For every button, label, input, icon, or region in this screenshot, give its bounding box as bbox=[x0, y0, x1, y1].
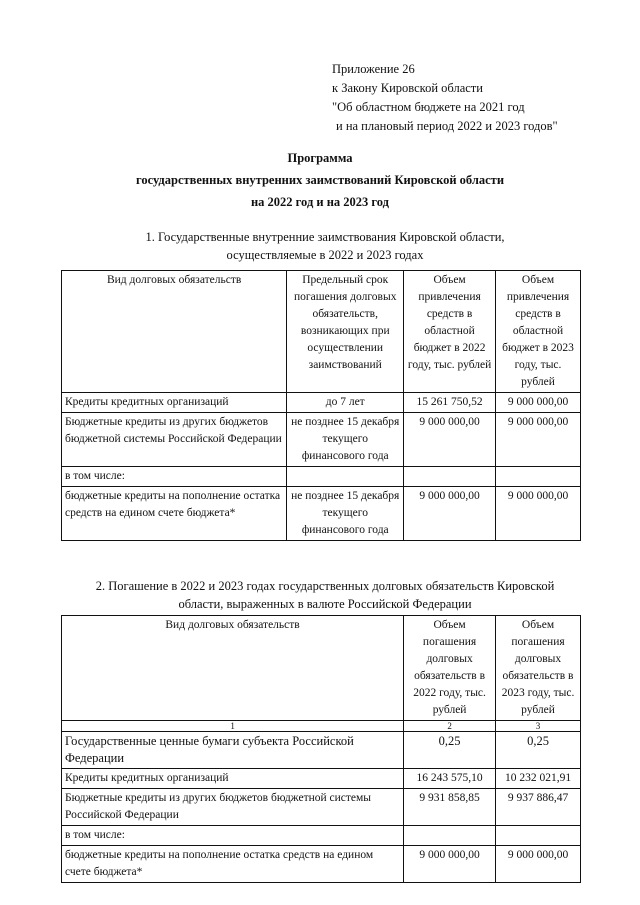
table-header-row bbox=[62, 271, 581, 393]
index-cell: 2 bbox=[404, 721, 496, 732]
row-value-2023 bbox=[496, 467, 581, 487]
header-cell: Вид долговых обязательств bbox=[62, 271, 287, 393]
section1-heading bbox=[60, 228, 590, 264]
row-value-2023: 0,25 bbox=[496, 732, 581, 769]
heading-line: 2. Погашение в 2022 и 2023 годах государственных долговых обязательств Кировской bbox=[95, 579, 555, 593]
appendix-line: к Закону Кировской области bbox=[332, 81, 483, 95]
row-term: не позднее 15 декабря текущего финансового года bbox=[287, 487, 404, 541]
row-value-2022: 15 261 750,52 bbox=[404, 393, 496, 413]
borrowings-table bbox=[61, 270, 581, 541]
row-name: Кредиты кредитных организаций bbox=[62, 393, 287, 413]
row-value-2023: 9 937 886,47 bbox=[496, 789, 581, 826]
appendix-block bbox=[332, 60, 558, 136]
table-row bbox=[62, 467, 581, 487]
header-cell: Объем погашения долговых обязательств в 2022 году, тыс. рублей bbox=[404, 616, 496, 721]
row-value-2023: 9 000 000,00 bbox=[496, 393, 581, 413]
header-cell: Объем привлечения средств в областной бюджет в 2023 году, тыс. рублей bbox=[496, 271, 581, 393]
row-value-2022: 0,25 bbox=[404, 732, 496, 769]
row-value-2023 bbox=[496, 826, 581, 846]
row-value-2023: 9 000 000,00 bbox=[496, 846, 581, 883]
table-row bbox=[62, 393, 581, 413]
row-name: Бюджетные кредиты из других бюджетов бюджетной системы Российской Федерации bbox=[62, 413, 287, 467]
row-value-2022: 9 931 858,85 bbox=[404, 789, 496, 826]
index-cell: 1 bbox=[62, 721, 404, 732]
row-value-2023: 10 232 021,91 bbox=[496, 769, 581, 789]
row-value-2022 bbox=[404, 826, 496, 846]
row-name: бюджетные кредиты на пополнение остатка средств на едином счете бюджета* bbox=[62, 846, 404, 883]
row-name: Государственные ценные бумаги субъекта Российской Федерации bbox=[62, 732, 404, 769]
heading-line: осуществляемые в 2022 и 2023 годах bbox=[226, 248, 424, 262]
header-cell: Предельный срок погашения долговых обязательств, возникающих при осуществлении заимствований bbox=[287, 271, 404, 393]
table-row bbox=[62, 826, 581, 846]
header-cell: Объем привлечения средств в областной бюджет в 2022 году, тыс. рублей bbox=[404, 271, 496, 393]
heading-line: области, выраженных в валюте Российской Федерации bbox=[178, 597, 472, 611]
row-value-2022 bbox=[404, 467, 496, 487]
row-value-2022: 16 243 575,10 bbox=[404, 769, 496, 789]
row-name: в том числе: bbox=[62, 467, 287, 487]
header-cell: Объем погашения долговых обязательств в 2023 году, тыс. рублей bbox=[496, 616, 581, 721]
table-row bbox=[62, 487, 581, 541]
repayment-table bbox=[61, 615, 581, 883]
appendix-line: и на плановый период 2022 и 2023 годов" bbox=[336, 119, 558, 133]
heading-line: 1. Государственные внутренние заимствования Кировской области, bbox=[145, 230, 505, 244]
header-cell: Вид долговых обязательств bbox=[62, 616, 404, 721]
table-header-row bbox=[62, 616, 581, 721]
table-row bbox=[62, 413, 581, 467]
table-row bbox=[62, 769, 581, 789]
row-value-2022: 9 000 000,00 bbox=[404, 487, 496, 541]
row-value-2023: 9 000 000,00 bbox=[496, 487, 581, 541]
row-value-2022: 9 000 000,00 bbox=[404, 846, 496, 883]
row-name: бюджетные кредиты на пополнение остатка средств на едином счете бюджета* bbox=[62, 487, 287, 541]
row-name: Кредиты кредитных организаций bbox=[62, 769, 404, 789]
document-title bbox=[0, 147, 640, 213]
index-cell: 3 bbox=[496, 721, 581, 732]
row-term: не позднее 15 декабря текущего финансового года bbox=[287, 413, 404, 467]
appendix-line: Приложение 26 bbox=[332, 62, 415, 76]
row-name: в том числе: bbox=[62, 826, 404, 846]
title-line: Программа bbox=[287, 151, 353, 165]
row-name: Бюджетные кредиты из других бюджетов бюджетной системы Российской Федерации bbox=[62, 789, 404, 826]
row-value-2023: 9 000 000,00 bbox=[496, 413, 581, 467]
section2-heading bbox=[60, 577, 590, 613]
row-value-2022: 9 000 000,00 bbox=[404, 413, 496, 467]
column-index-row bbox=[62, 721, 581, 732]
row-term bbox=[287, 467, 404, 487]
row-term: до 7 лет bbox=[287, 393, 404, 413]
appendix-line: "Об областном бюджете на 2021 год bbox=[332, 100, 525, 114]
table-row bbox=[62, 789, 581, 826]
title-line: на 2022 год и на 2023 год bbox=[250, 195, 389, 209]
title-line: государственных внутренних заимствований Кировской области bbox=[135, 173, 505, 187]
table-row bbox=[62, 732, 581, 769]
table-row bbox=[62, 846, 581, 883]
